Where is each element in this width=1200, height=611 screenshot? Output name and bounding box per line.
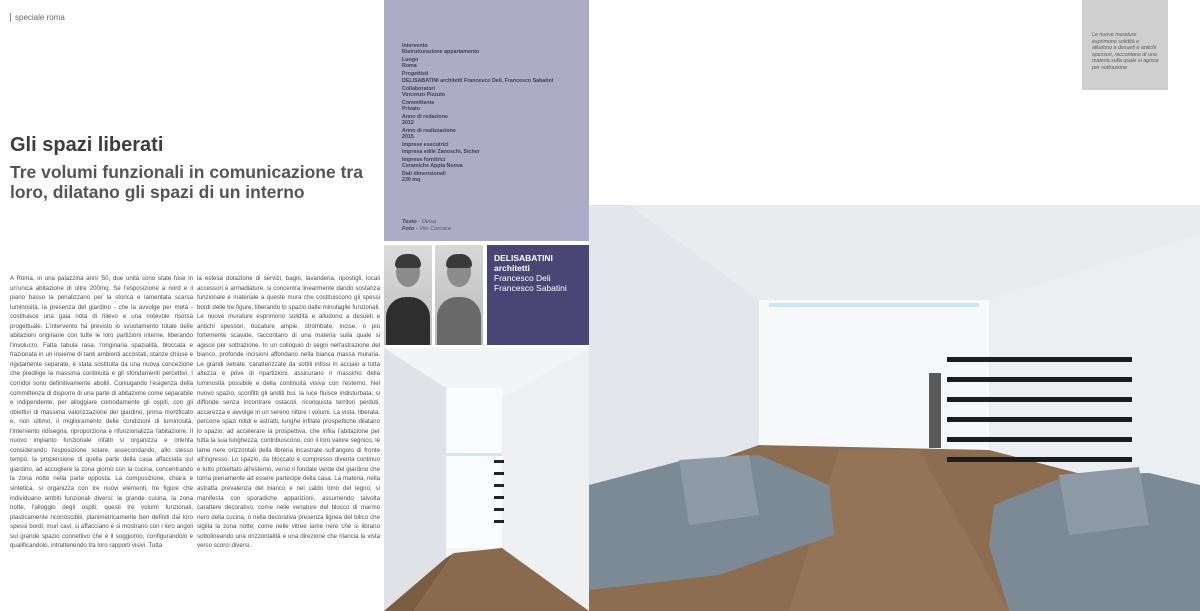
photo-credit-value: Vito Corcace (419, 226, 452, 233)
corridor-photo (384, 348, 589, 611)
info-row-progettisti (402, 71, 589, 84)
info-value: 2015 (402, 134, 414, 141)
info-row-collaboratori (402, 86, 589, 99)
info-label: Collaboratori (402, 85, 435, 92)
portrait-photo-deli (384, 245, 432, 345)
project-info-panel (384, 0, 589, 241)
firm-box (487, 245, 589, 345)
corridor-illustration (384, 348, 589, 611)
body-column-1: A Roma, in una palazzina anni '50, due unità sono state fuse in un'unica abitazione di oltre 200mq. Se l'esposizione a nord e il piano basso la penalizzano per la storica e lamentata scarsa luminosità, la presenza del giardino - che la avvolge per metà - costituisce una gaia nota di rilievo e una notevole risorsa progettuale. L'intervento ha previsto lo svuotamento totale delle abitazioni originarie con tutte le loro partizioni interne, liberando l'involucro. Fatta tabula rasa, l'originaria spazialità, bloccata e frazionata in un insieme di tanti ambienti accostati, stanze chiuse e rigidamente separate, è stata sostituita da una nuova concezione che predilige la massima continuità e gli sfondamenti percettivi. I corridoi sono definitivamente aboliti. Coniugando l'esigenza della committenza di disporre di una parte di abitazione come separabile e indipendente, per alloggiare comodamente gli ospiti, con gli obiettivi di massima valorizzazione del giardino, prima mortificato e, non ultimo, il miglioramento delle condizioni di luminosità, l'intervento ridisegna, riproporziona e rifunzionalizza l'abitazione. Il nuovo impianto funzionale infatti si organizza e orienta considerando l'esposizione solare, assecondando, allo stesso tempo, la propensione di quella parte della casa affacciata sul giardino, ad accogliere la zona giorno con la cucina, concentrando la zona notte nella parte opposta. La composizione, chiara e sintetica, si organizza con tre nuovi elementi, tre figure che individuano ambiti funzionali diversi: la grande cucina, la zona notte, l'alloggio degli ospiti; questi tre volumi funzionali, plasticamente riconoscibili, planimetricamente ben definiti dai loro spessi bordi; muri cavi, si affacciano e si mostrano con i loro angoli sul grande spazio connettivo che è il soggiorno, configurandolo e qualificandolo, intrattenendo tra loro rapporti visivi. Tutta (10, 275, 193, 550)
info-label: Committente (402, 99, 435, 106)
info-row-luogo (402, 57, 589, 70)
info-value: Ceramiche Appia Nuova (402, 162, 463, 169)
photo-credit-label: Foto (402, 226, 415, 233)
info-label: Luogo (402, 57, 419, 64)
firm-person-1: Francesco Deli (494, 273, 551, 283)
info-label: Intervento (402, 43, 428, 49)
text-credit: Testo - Deisa (402, 219, 437, 225)
firm-person-2: Francesco Sabatini (494, 283, 567, 293)
photo-caption: Le nuove murature esprimono solidità e alludono a desueti e antichi spessori, raccontano di una materia sulla quale si agisce per sottrazione (1082, 0, 1168, 90)
info-value: Privato (402, 106, 420, 113)
info-row-dati-dimensionali (402, 171, 589, 184)
info-label: Imprese fornitrici (402, 156, 446, 163)
portrait-hair (446, 254, 472, 268)
info-label: Progettisti (402, 71, 429, 78)
info-value: 230 mq (402, 176, 421, 183)
info-row-intervento (402, 43, 589, 56)
info-row-anno-realizzazione (402, 128, 589, 141)
portrait-torso (437, 297, 481, 345)
firm-name: DELISABATINI (494, 253, 553, 263)
portrait-photo-sabatini (435, 245, 483, 345)
info-value: Vincenzo Pizzuto (402, 91, 446, 98)
article-subtitle: Tre volumi funzionali in comunicazione tra loro, dilatano gli spazi di un interno (10, 162, 363, 202)
info-value: Roma (402, 63, 417, 70)
living-room-photo (589, 205, 1200, 611)
info-row-imprese-fornitrici (402, 157, 589, 170)
living-room-illustration (589, 205, 1200, 611)
info-row-committente (402, 100, 589, 113)
info-row-anno-redazione (402, 114, 589, 127)
info-label: Anno di realizzazione (402, 128, 456, 135)
info-value: Impresa edile Zanoschi, Sicher (402, 148, 480, 155)
info-value: DELISABATINI architetti Francesco Deli, Francesco Sabatini (402, 77, 554, 84)
firm-type: architetti (494, 263, 530, 273)
info-row-imprese-esecutrici (402, 142, 589, 155)
text-credit-label: Testo (402, 219, 417, 225)
section-tag: speciale roma (10, 13, 65, 22)
photo-credit: Foto - Vito Corcace (402, 226, 452, 233)
article-title: Gli spazi liberati (10, 134, 164, 156)
credits (402, 219, 451, 233)
info-value: Ristrutturazione appartamento (402, 49, 480, 56)
portrait-torso (386, 297, 430, 345)
info-label: Anno di redazione (402, 113, 448, 120)
text-credit-value: Deisa (421, 219, 437, 225)
info-label: Dati dimensionali (402, 170, 446, 177)
info-value: 2012 (402, 120, 414, 127)
info-label: Imprese esecutrici (402, 142, 449, 149)
body-column-2: la estesa dotazione di servizi, bagni, lavanderia, ripostigli, locali accessori e armadiature, si concentra linearmente dando sostanza funzionale e materiale a queste mura che costituiscono gli spessi bordi delle tre figure, liberando lo spazio dalle minutaglie funzionali. Le nuove murature esprimono solidità e alludono a desueti e antichi spessori, bucature ampie, strombate, incise, o più fortemente scavate, raccontano di una materia sulla quale si agisce per sottrazione. In un colloquio di segni nell'astrazione del bianco, profonde incisioni affondano nella bianca massa muraria. Le grandi vetrate, caratterizzate da sottili infissi in acciaio a tutta altezza e prive di ripartizioni, assicurano il massimo della luminosità possibile e della continuità visiva con l'esterno. Nel nuovo spazio, sconfitti gli anditi bui, la luce fluisce indisturbata, si diffonde senza incontrare ostacoli, riconquista territori perduti, accarezza e avvolge in un sereno nitore i volumi. La vista, liberata, percorre spazi nitidi e astratti, lunghe infilate prospettiche dilatano lo spazio; ad accelerare la prospettiva, che infila l'abitazione per tutta la sua lunghezza, contribuiscono, con il loro valore segnico, le lame nere orizzontali della libreria incastrate sull'angolo di fronte all'ingresso. Lo spazio, da bloccato e compresso diventa continuo e tutto proiettato all'esterno, verso il fondale verde del giardino che torna pienamente ad essere partecipe della casa. La materia, nella astratta prevalenza del bianco e nel caldo tono del legno, si manifesta con sporadiche apparizioni, assumendo talvolta carattere decorativo, come nelle venature del blocco di marmo nero della cucina, o nella decorativa presenza lignea del bilico che sigilla la zona notte; come nelle vitree lame nere che si librano sottolineando una orizzontalità e una direzione che rilancia la vista verso scorci diversi. (197, 275, 380, 550)
portrait-hair (395, 254, 421, 268)
